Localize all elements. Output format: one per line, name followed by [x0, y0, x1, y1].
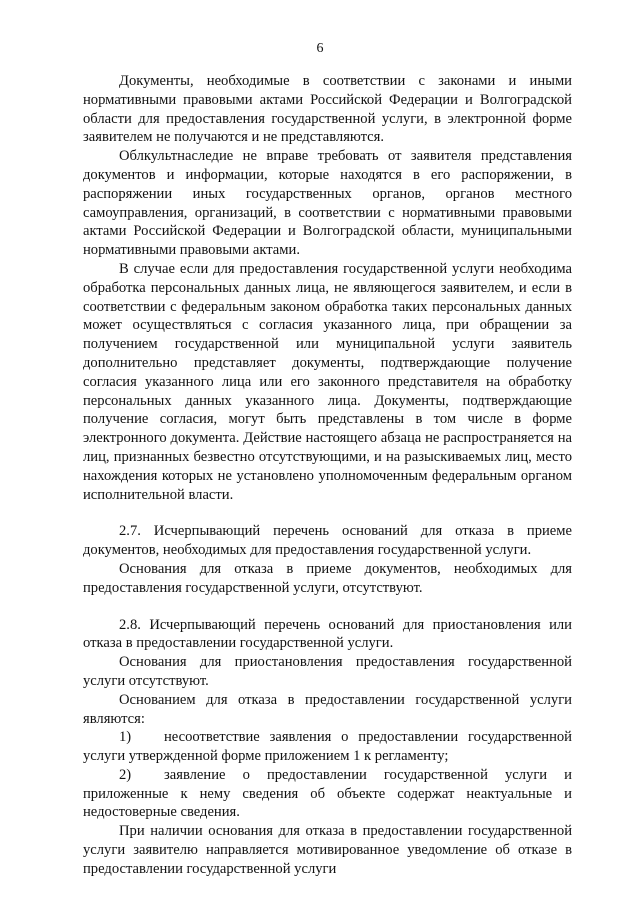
list-item-number: 2): [119, 766, 132, 783]
list-item-number: 1): [119, 729, 132, 746]
page-number: 6: [316, 41, 324, 56]
section-2-7: [83, 522, 572, 597]
list-item: [83, 728, 572, 766]
section-2-7-body: Основания для отказа в приеме документов, необходимых для предоставления государственной услуги, отсутствуют.: [83, 560, 572, 596]
section-2-8-suspension: Основания для приостановления предоставления государственной услуги отсутствуют.: [83, 654, 572, 689]
section-2-7-heading: 2.7. Исчерпывающий перечень оснований для отказа в приеме документов, необходимых для предоставления государственной услуги.: [83, 523, 572, 559]
paragraph-authority-restriction: Облкультнаследие не вправе требовать от заявителя представления документов и информации, которые находятся в его распоряжении, в распоряжении иных государственных органов, органов местного самоуправления, организаций, в соответствии с нормативными правовыми актами Российской Федерации и Волгоградской области, муниципальными нормативными правовыми актами.: [83, 148, 572, 259]
section-2-8: [83, 616, 572, 879]
section-2-8-refusal-intro: Основанием для отказа в предоставлении государственной услуги являются:: [83, 691, 572, 727]
list-item: [83, 766, 572, 822]
paragraph-electronic-documents: Документы, необходимые в соответствии с законами и иными нормативными правовыми актами Российской Федерации и Волгоградской области для предоставления государственной услуги, в электронной форме заявителем не получаются и не представляются.: [83, 73, 572, 146]
section-2-8-refusal-notice: При наличии основания для отказа в предоставлении государственной услуги заявителю направляется мотивированное уведомление об отказе в предоставлении государственной услуги: [83, 823, 572, 877]
section-2-8-heading: 2.8. Исчерпывающий перечень оснований для приостановления или отказа в предоставлении государственной услуги.: [83, 616, 572, 652]
list-item-text: заявление о предоставлении государственной услуги и приложенные к нему сведения об объекте содержат неактуальные и недостоверные сведения.: [83, 766, 572, 821]
document-body: [83, 72, 572, 879]
list-item-text: несоответствие заявления о предоставлении государственной услуги утвержденной форме приложением 1 к регламенту;: [83, 729, 572, 765]
paragraph-personal-data: В случае если для предоставления государственной услуги необходима обработка персональных данных лица, не являющегося заявителем, и если в соответствии с федеральным законом обработка таких персональных данных может осуществляться с согласия указанного лица, при обращении за получением государственной или муниципальной услуги заявитель дополнительно представляет документы, подтверждающие получение согласия указанного лица или его законного представителя на обработку персональных данных указанного лица. Документы, подтверждающие получение согласия, могут быть представлены в том числе в форме электронного документа. Действие настоящего абзаца не распространяется на лиц, признанных безвестно отсутствующими, и на разыскиваемых лиц, место нахождения которых не установлено уполномоченным федеральным органом исполнительной власти.: [83, 260, 572, 503]
